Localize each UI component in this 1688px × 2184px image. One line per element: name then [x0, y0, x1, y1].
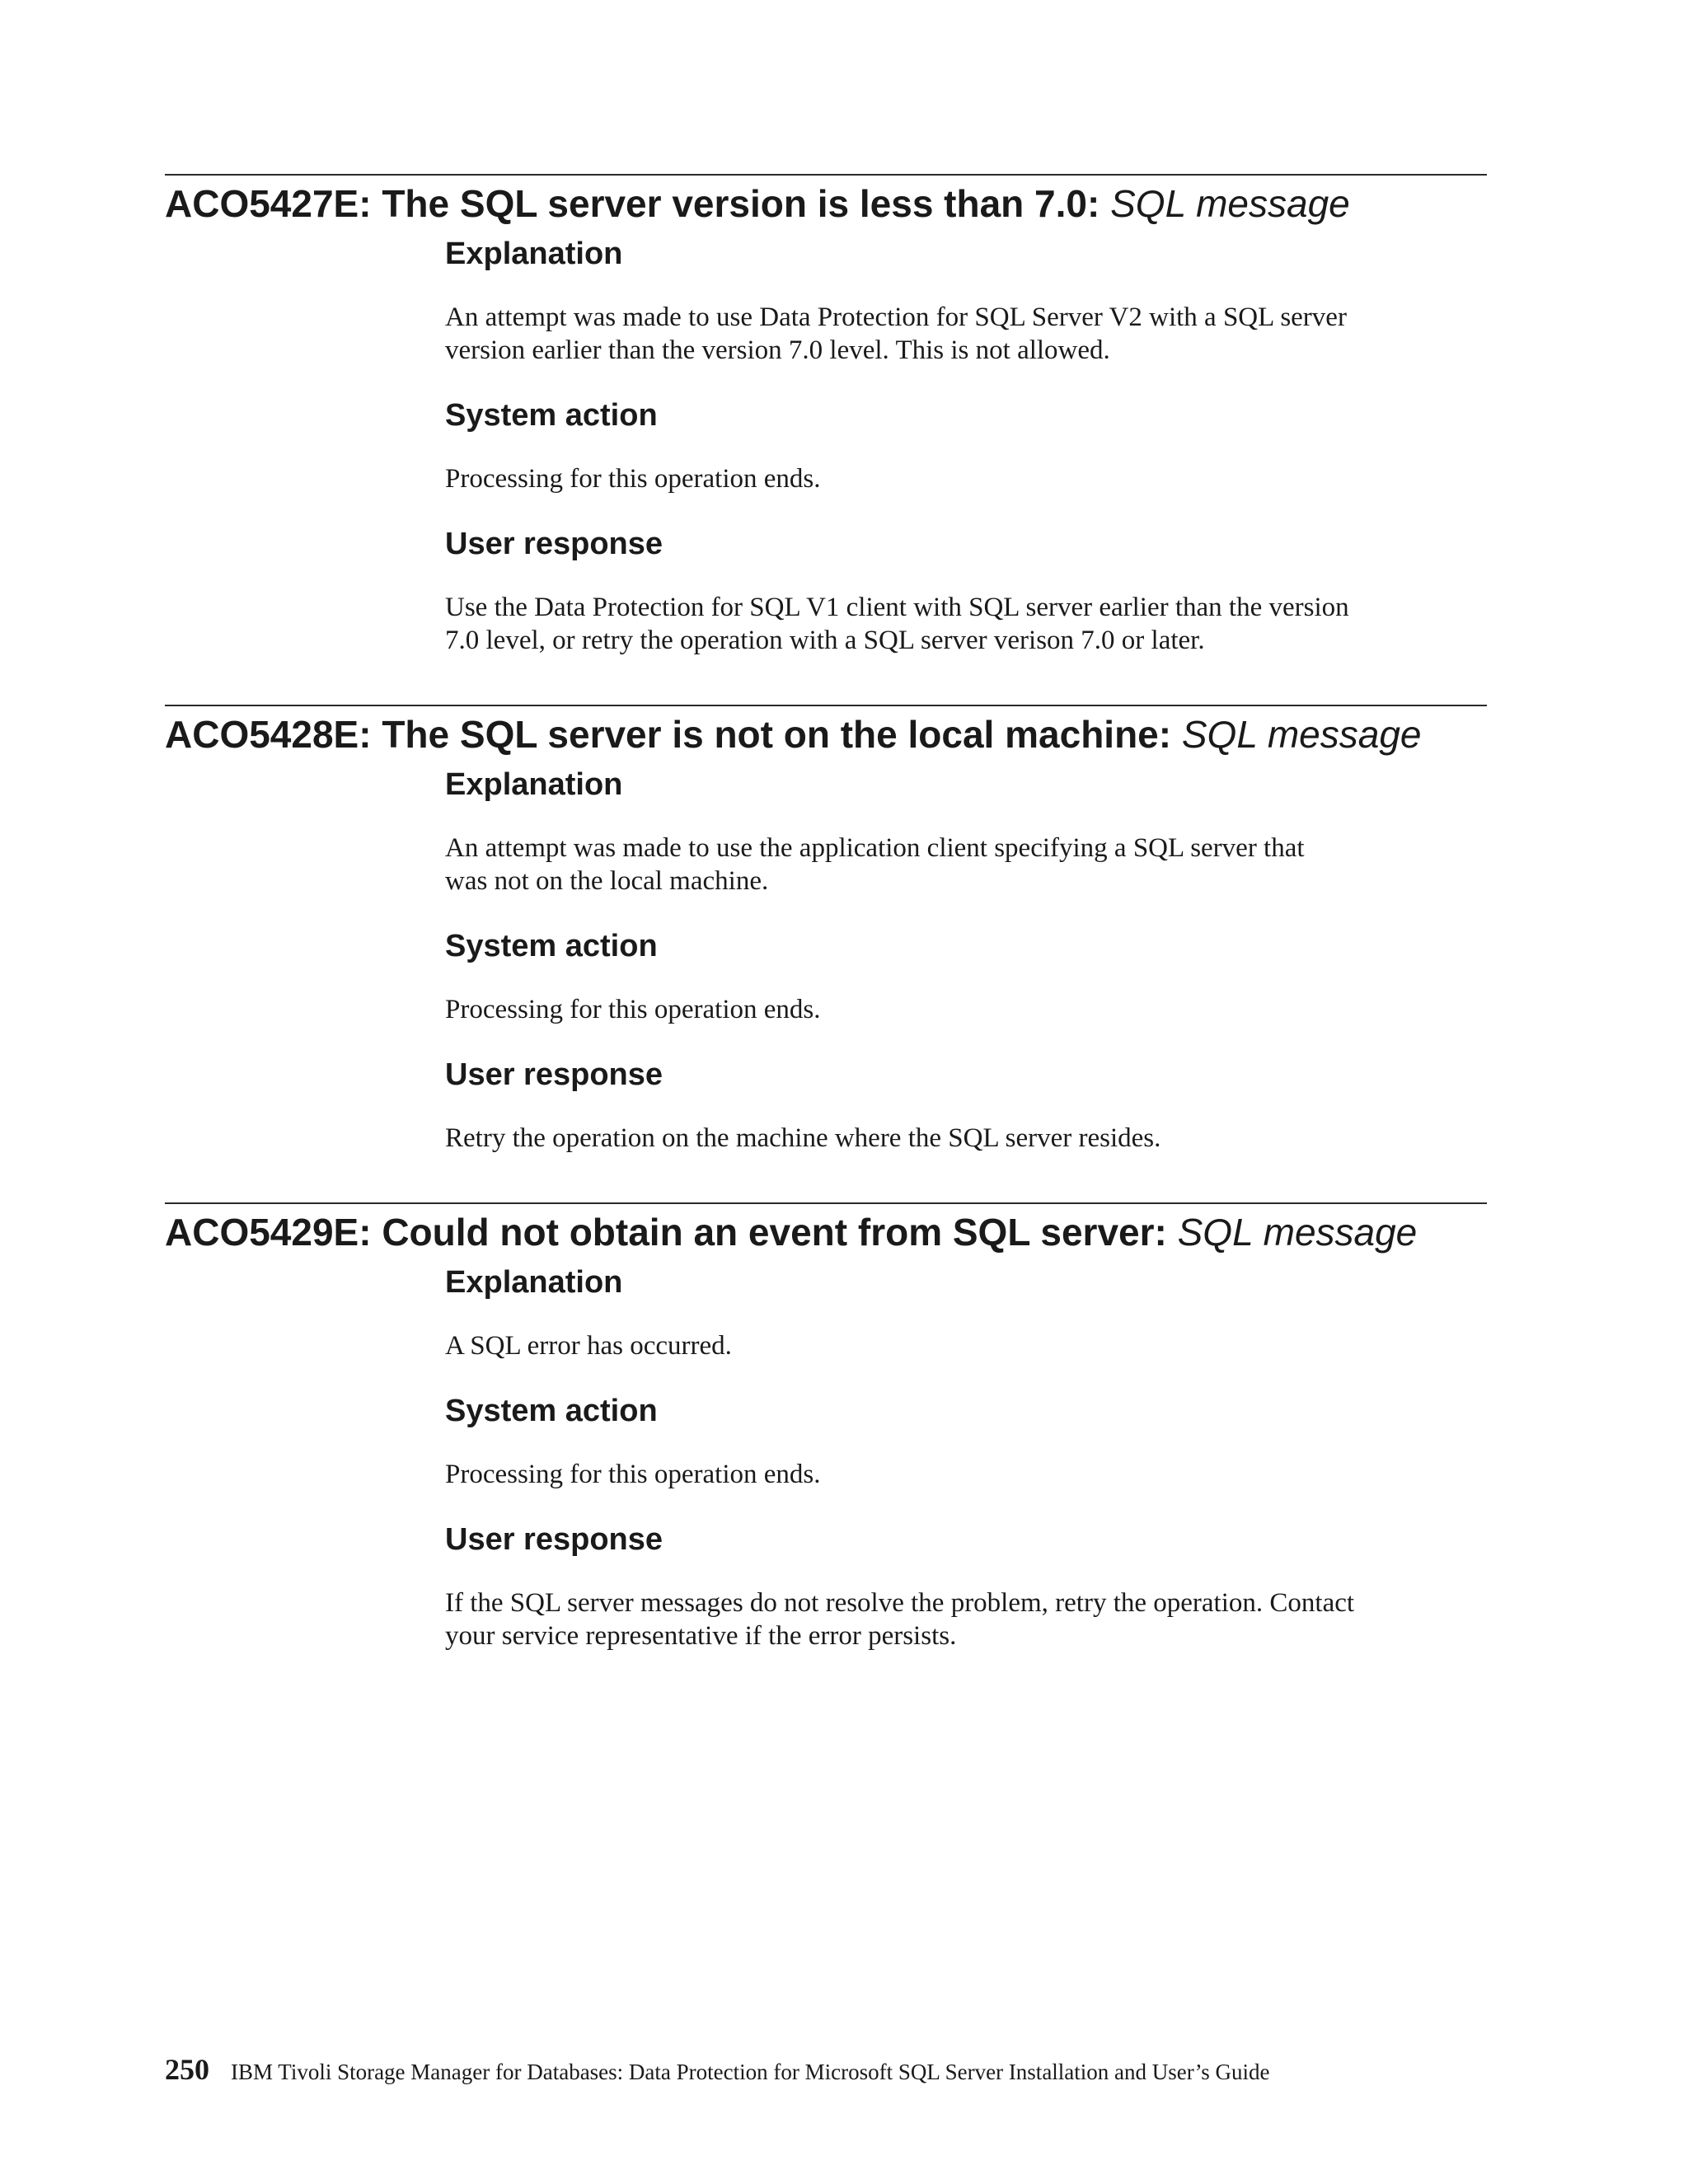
system-action-line: Processing for this operation ends. [445, 464, 821, 494]
message-variable: SQL message [1177, 1211, 1418, 1254]
system-action-text [445, 462, 1487, 495]
message-entry [165, 705, 1487, 1155]
page-number: 250 [165, 2053, 209, 2086]
system-action-line: Processing for this operation ends. [445, 1460, 821, 1489]
explanation-text [445, 301, 1487, 367]
message-entry [165, 1202, 1487, 1652]
user-response-line: Use the Data Protection for SQL V1 client with SQL server earlier than the version [445, 593, 1349, 622]
message-title [165, 180, 1487, 227]
message-variable: SQL message [1181, 713, 1422, 756]
message-id-title: ACO5429E: Could not obtain an event from SQL server: [165, 1211, 1167, 1254]
explanation-line: was not on the local machine. [445, 866, 769, 896]
explanation-text [445, 832, 1487, 898]
system-action-text [445, 993, 1487, 1026]
footer-book-title: IBM Tivoli Storage Manager for Databases: Data Protection for Microsoft SQL Server Installation and User’s Guide [231, 2060, 1270, 2084]
user-response-line: your service representative if the error persists. [445, 1621, 957, 1651]
system-action-heading: System action [445, 929, 658, 963]
user-response-text [445, 1586, 1487, 1652]
explanation-line: An attempt was made to use Data Protection for SQL Server V2 with a SQL server [445, 302, 1347, 332]
message-id-title: ACO5427E: The SQL server version is less than 7.0: [165, 182, 1100, 225]
section-divider [165, 174, 1487, 176]
user-response-line: Retry the operation on the machine where the SQL server resides. [445, 1123, 1161, 1153]
page-footer [165, 2052, 1270, 2087]
message-body [445, 766, 1487, 1155]
explanation-heading: Explanation [445, 767, 623, 802]
system-action-heading: System action [445, 398, 658, 433]
message-title [165, 711, 1487, 757]
message-entry [165, 174, 1487, 657]
explanation-line: An attempt was made to use the application client specifying a SQL server that [445, 833, 1305, 863]
section-divider [165, 705, 1487, 706]
explanation-text [445, 1329, 1487, 1362]
section-divider [165, 1202, 1487, 1204]
explanation-line: A SQL error has occurred. [445, 1331, 732, 1361]
message-body [445, 1263, 1487, 1652]
user-response-text [445, 591, 1487, 657]
message-variable: SQL message [1110, 182, 1350, 225]
explanation-line: version earlier than the version 7.0 level. This is not allowed. [445, 335, 1110, 365]
system-action-line: Processing for this operation ends. [445, 995, 821, 1024]
message-title [165, 1209, 1487, 1255]
user-response-heading: User response [445, 527, 663, 561]
explanation-heading: Explanation [445, 1265, 623, 1300]
user-response-line: 7.0 level, or retry the operation with a SQL server verison 7.0 or later. [445, 626, 1205, 655]
user-response-text [445, 1122, 1487, 1155]
message-id-title: ACO5428E: The SQL server is not on the local machine: [165, 713, 1172, 756]
system-action-text [445, 1458, 1487, 1491]
system-action-heading: System action [445, 1394, 658, 1428]
user-response-line: If the SQL server messages do not resolve the problem, retry the operation. Contact [445, 1588, 1355, 1618]
user-response-heading: User response [445, 1057, 663, 1092]
message-body [445, 235, 1487, 657]
explanation-heading: Explanation [445, 237, 623, 271]
user-response-heading: User response [445, 1522, 663, 1557]
